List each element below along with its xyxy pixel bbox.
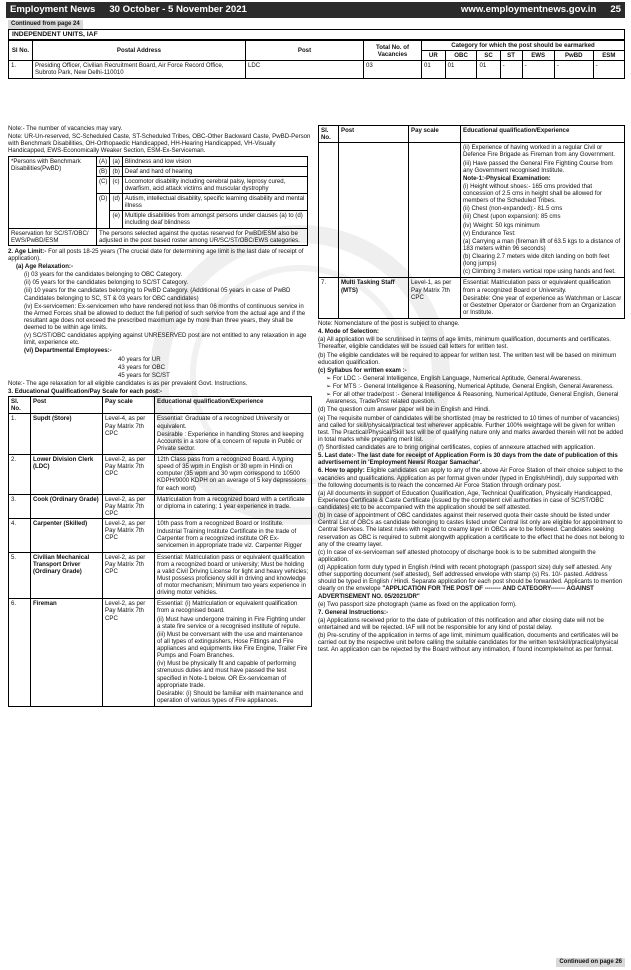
age-note: Note:- The age relaxation for all eligible candidates is as per prevalent Govt. Instructions. <box>8 379 248 387</box>
table-row: 2. Lower Division Clerk (LDC) Level-2, as per Pay Matrix 7th CPC 12th Class pass from a recognized Board. A typing speed of 35 wpm in English or 30 wpm in Hindi on computer (35 wpm and 30 wpm correspond to 10500 KDPH/9000 KDPH on an average of 5 key depressions for each word) <box>9 455 312 495</box>
left-column <box>8 125 312 707</box>
list-item: ➢ For LDC :- General Intelligence, English Language, Numerical Aptitude, General Awareness. <box>326 374 583 382</box>
table-row: 1. Supdt (Store) Level-4, as per Pay Matrix 7th CPC Essential: Graduate of a recognized University or equivalent. Desirable : Experience in handling Stores and keeping Accounts in a store of a concern of repute in Public or Private sector. <box>9 414 312 455</box>
table-row: 1. Presiding Officer, Civilian Recruitment Board, Air Force Record Office, Subroto Park, New Delhi-110010 LDC 03 01 01 01 - - - - <box>9 61 625 78</box>
page-header <box>6 2 625 18</box>
note-abbrev: Note: UR-Un-reserved, SC-Scheduled Caste, ST-Scheduled Tribes, OBC-Other Backward Caste, PwBD-Person with Benchmark Disabilities, OH-Orthopaedic Handicapped, HH-Hearing Handicapped, VH-Visually Handicapped, EWS-Economically Weaker Section, ESM-Ex-Serviceman. <box>8 133 311 155</box>
list-item: ➢ For MTS :- General Intelligence & Reasoning, Numerical Aptitude, General English, General Awareness. <box>326 383 614 390</box>
col-category: Category for which the post should be earmarked <box>422 41 625 51</box>
table-row: 4. Carpenter (Skilled) Level-2, as per Pay Matrix 7th CPC 10th pass from a recognized Board or Institute. Industrial Training Institute Certificate in the trade of Carpenter from a recognized institute OR Ex-servicemen in appropriate trade viz. Carpenter Rigger <box>9 519 312 553</box>
list-item: (iii) 10 years for the candidates belonging to PwBD Category. (Additional 05 years in case of PwBD Candidates belonging to SC, ST & 03 years for OBC candidates) <box>24 287 291 302</box>
col-post: Post <box>246 41 364 61</box>
note-vacancy: Note:- The number of vacancies may vary. <box>8 125 123 132</box>
qualification-table: Sl. No. Post Pay scale Educational qualification/Experience 1. Supdt (Store) Level-4, as per Pay Matrix 7th CPC Essential: Graduate of a recognized University or equivalent. Desirable : Experience in handling Stores and keeping Accounts in a store of a concern of repute in Public or Private sector. 2. Lower Division Clerk (LDC) Level-2, as per Pay Matrix 7th CPC 12th Class pass from a recognized Board. A typing speed of 35 wpm in English or 30 wpm in Hindi on computer (35 wpm and 30 wpm correspond to 10500 KDPH/9000 KDPH on an average of 5 key depressions for each word) 3. Cook (Ordinary Grade) Level-2, as per Pay Matrix 7th CPC Matriculation from a recognized board with a certificate or diploma in catering; 1 year experience in trade. 4. Carpenter (Skilled) Level-2, as per Pay Matrix 7th CPC 10th pass from a recognized Board or Institute. Industrial Training Institute Certificate in the trade of Carpenter from a recognized institute OR Ex-servicemen in appropriate trade viz. Carpenter Rigger 5. Civilian Mechanical Transport Driver (Ordinary Grade) Level-2, as per Pay Matrix 7th CPC Essential: Matriculation pass or equivalent qualification from a recognized board or university; Must be holding a valid Civil Driving License for light and heavy vehicles; Must possess proficiency skill in driving and knowledge of motor mechanism; Minimum two years experience in driving motor vehicles. 6. Fireman Level-2, as per Pay Matrix 7th CPC Essential: (i) Matriculation or equivalent qualification from a recognised board. (ii) Must have undergone training in Fire Fighting under a state fire service or a recognised institute of repute. (iii) Must be conversant with the use and maintenance of all types of extinguishers, Hose Fittings and Fire appliances and equipments like Fire Engine, Trailer Fire Pumps and Foam Branches. (iv) Must be physically fit and capable of performing strenuous duties and must have passed the test specified in Note-1 below. OR Ex-serviceman of appropriate trade. Desirable: (i) Should be familiar with maintenance and operation of various types of Fire appliances. <box>8 396 312 707</box>
website-url[interactable]: www.employmentnews.gov.in <box>460 4 597 16</box>
selection-title: 4. Mode of Selection: <box>318 328 379 336</box>
continued-on-label: Continued on page 26 <box>556 958 625 967</box>
qual-title: 3. Educational Qualification/Pay Scale for each post:- <box>8 388 163 395</box>
col-total: Total No. of Vacancies <box>364 41 422 61</box>
qualification-table-cont: Sl. No. Post Pay scale Educational qualification/Experience (ii) Experience of having worked in a regular Civil or Defence Fire Brigade as Fireman from any Government. (iii) Have passed the General Fire Fighting Course from any Government recognised Institute. Note-1:-Physical Examination: (i) Height without shoes:- 165 cms provided that concession of 2.5 cms in height shall be allowed for members of the Scheduled Tribes. (ii) Chest (non-expanded):- 81.5 cms (iii) Chest (upon expansion): 85 cms (iv) Weight: 50 kgs minimum (v) Endurance Test: (a) Carrying a man (fireman lift of 63.5 kgs to a distance of 183 meters within 96 seconds) (b) Clearing 2.7 meters wide ditch landing on both feet (long jumps) (c) Climbing 3 meters vertical rope using hands and feet. 7. Multi Tasking Staff (MTS) Level-1, as per Pay Matrix 7th CPC Essential: Matriculation pass or equivalent qualification from a recognized Board or University. Desirable: One year of experience as Watchman or Lascar or Gestetner Operator or Gardener from an Organization or Institute. <box>318 125 625 319</box>
right-column: Sl. No. Post Pay scale Educational qualification/Experience (ii) Experience of having worked in a regular Civil or Defence Fire Brigade as Fireman from any Government. (iii) Have passed the General Fire Fighting Course from any Government recognised Institute. Note-1:-Physical Examination: (i) Height without shoes:- 165 cms provided that concession of 2.5 cms in height shall be allowed for members of the Scheduled Tribes. (ii) Chest (non-expanded):- 81.5 cms (iii) Chest (upon expansion): 85 cms (iv) Weight: 50 kgs minimum (v) Endurance Test: (a) Carrying a man (fireman lift of 63.5 kgs to a distance of 183 meters within 96 seconds) (b) Clearing 2.7 meters wide ditch landing on both feet (long jumps) (c) Climbing 3 meters vertical rope using hands and feet. 7. Multi Tasking Staff (MTS) Level-1, as per Pay Matrix 7th CPC Essential: Matriculation pass or equivalent qualification from a recognized Board or University. Desirable: One year of experience as Watchman or Lascar or Gestetner Operator or Gardener from an Organization or Institute. Note: Nomenclature of the post is subject to change. 4. Mode of Selection: (a) All application will be scrutinised in terms of age limits, minimum qualification, documents and certificates. Thereafter, eligible candidates will be issued call letters for written test. (b) The eligible candidates will be required to appear for written test. The written test will be based on minimum education qualification. (c) Syllabus for written exam :- ➢ For LDC :- General Intelligence, English Language, Numerical Aptitude, General Awareness. ➢ For MTS :- General Intelligence & Reasoning, Numerical Aptitude, General English, General Awareness. ➢ For all other trade/post :- General Intelligence & Reasoning, Numerical Aptitude, General English, General Awareness, Trade/Post related question. (d) The question cum answer paper will be in English and Hindi. (e) The requisite number of candidates will be shortlisted (may be restricted to 10 times of number of vacancies) and called for skill/physical/practical test wherever applicable. Further 100% weightage will be given for written test. The Practical/Physical/Skill test will be of qualifying nature only and marks awarded therein will not be added in total marks while preparing merit list. (f) Shortlisted candidates are to bring original certificates, copies of annexure attached with application. 5. Last date:- The last date for receipt of Application Form is 30 days from the date of publication of this advertisement in 'Employment News/ Rozgar Samachar'. 6. How to apply: Eligible candidates can apply to any of the above Air Force Station of their choice subject to the vacancies and qualifications. Application as per format given under (typed in English/Hindi), duly supported with the following documents is to reach the concerned Air Force Station through ordinary post. (a) All documents in support of Education Qualification, Age, Technical Qualification, Physically Handicapped, Experience Certificate & Caste Certificate (issued by the competent civil authorities in case of SC/ST/OBC candidates) etc to be accompanied with the application should be self attested. (b) In case of appointment of OBC candidates against their reserved quota their caste should be listed under Central List of OBCs as candidate belonging to castes listed under Central list only are eligible for appointment to Central Services. The latest rules with regard to creamy layer in OBCs are to be followed. Candidates seeking reservation as OBC is required to submit alongwith application a certificate to the effect that he does not belong to any of the creamy layer. (c) In case of ex-serviceman self attested photocopy of discharge book is to be submitted alongwith the application. (d) Application form duly typed in English /Hindi with recent photograph (passport size) duly self attested. Any other supporting document (self attested), Self addressed envelope with stamp (s) Rs. 10/- pasted. Address should be typed in English / Hindi. Separate application for each post should be forwarded. Applicants to mention clearly on the envelope "APPLICATION FOR THE POST OF -------- AND CATEGORY------- AGAINST ADVERTISEMENT NO. 05/2021/DR" (e) Two passport size photograph (same as fixed on the application form). 7. General Instructions:- (a) Applications received prior to the date of publication of this notification and after closing date will not be entertained and will be rejected. IAF will not be responsible for any kind of postal delay. (b) Pre-scrutiny of the application in terms of age limit, minimum qualification, documents and certificates will be carried out by the respective unit before calling the suitable candidates for the written test/skill/practical/physical test. An application can be rejected by the Board without any intimation, if found incomplete/not as per format. <box>318 127 625 654</box>
table-row: 7. Multi Tasking Staff (MTS) Level-1, as per Pay Matrix 7th CPC Essential: Matriculation pass or equivalent qualification from a recognized Board or University. Desirable: One year of experience as Watchman or Lascar or Gestetner Operator or Gardener from an Organization or Institute. <box>319 278 625 319</box>
cat-pwbd: PwBD <box>554 51 593 61</box>
continued-from-label: Continued from page 24 <box>8 20 83 29</box>
arrow-bullet-icon: ➢ <box>326 391 333 399</box>
table-row: 6. Fireman Level-2, as per Pay Matrix 7th CPC Essential: (i) Matriculation or equivalent qualification from a recognised board. (ii) Must have undergone training in Fire Fighting under a state fire service or a recognised institute of repute. (iii) Must be conversant with the use and maintenance of all types of extinguishers, Hose Fittings and Fire appliances and equipments like Fire Engine, Trailer Fire Pumps and Foam Branches. (iv) Must be physically fit and capable of performing strenuous duties and must have passed the test specified in Note-1 below. OR Ex-serviceman of appropriate trade. Desirable: (i) Should be familiar with maintenance and operation of various types of Fire appliances. <box>9 599 312 707</box>
last-date: 5. Last date:- The last date for receipt of Application Form is 30 days from the date of publication of this advertisement in 'Employment News/ Rozgar Samachar'. <box>318 452 618 467</box>
cat-ur: UR <box>422 51 446 61</box>
table-row: 5. Civilian Mechanical Transport Driver (Ordinary Grade) Level-2, as per Pay Matrix 7th CPC Essential: Matriculation pass or equivalent qualification from a recognized board or university; Must be holding a valid Civil Driving License for light and heavy vehicles; Must possess proficiency skill in driving and knowledge of motor mechanism; Minimum two years experience in driving motor vehicles. <box>9 552 312 599</box>
dept-age: 43 years for OBC <box>118 363 166 371</box>
table-row: (ii) Experience of having worked in a regular Civil or Defence Fire Brigade as Fireman from any Government. (iii) Have passed the General Fire Fighting Course from any Government recognised Institute. Note-1:-Physical Examination: (i) Height without shoes:- 165 cms provided that concession of 2.5 cms in height shall be allowed for members of the Scheduled Tribes. (ii) Chest (non-expanded):- 81.5 cms (iii) Chest (upon expansion): 85 cms (iv) Weight: 50 kgs minimum (v) Endurance Test: (a) Carrying a man (fireman lift of 63.5 kgs to a distance of 183 meters within 96 seconds) (b) Clearing 2.7 meters wide ditch landing on both feet (long jumps) (c) Climbing 3 meters vertical rope using hands and feet. <box>319 143 625 278</box>
list-item: (v) SC/ST/OBC candidates applying against UNRESERVED post are not entitled to any relaxation in age limit, experience etc. <box>24 332 307 347</box>
cat-obc: OBC <box>445 51 477 61</box>
list-item: ➢ For all other trade/post :- General Intelligence & Reasoning, Numerical Aptitude, General English, General Awareness, Trade/Post related question. <box>326 391 619 406</box>
dept-age: 45 years for SC/ST <box>118 371 170 379</box>
nomenclature-note: Note: Nomenclature of the post is subject to change. <box>318 320 460 327</box>
cat-sc: SC <box>477 51 500 61</box>
unit-title: INDEPENDENT UNITS, IAF <box>8 29 625 40</box>
how-to-apply: 6. How to apply: Eligible candidates can apply to any of the above Air Force Station of their choice subject to the vacancies and qualifications. Application as per format given under (typed in English/Hindi), duly supported with the following documents is to reach the concerned Air Force Station through ordinary post. <box>318 467 623 489</box>
arrow-bullet-icon: ➢ <box>326 374 333 382</box>
list-item: (i) 03 years for the candidates belonging to OBC Category. <box>24 271 183 279</box>
cat-ews: EWS <box>522 51 554 61</box>
age-limit: 2. Age Limit:- For all posts 18-25 years (The crucial date for determining age limit is the last date of receipt of application). <box>8 247 304 262</box>
page-number: 25 <box>610 4 621 16</box>
disability-table: *Persons with Benchmark Disabilities(PwBD) (A) (a) Blindness and low vision (B) (b) Deaf and hard of hearing (C) (c) Locomotor disability including cerebral palsy, leprosy cured, dwarfism, acid attack victims and muscular dystrophy (D) (d) Autism, intellectual disability, specific learning disability and mental illness (e) Multiple disabilities from amongst persons under clauses (a) to (d) including deaf blindness Reservation for SC/ST/OBC/ EWS/PwBD/ESM The persons selected against the quotas reserved for PwBD/ESM also be adjusted in the post based roster among UR/SC/ST/OBC/EWS categories. <box>8 156 308 246</box>
list-item: (iv) Ex-servicemen: Ex-servicemen who have rendered not less than 06 months of continuous service in the Armed Forces shall be allowed to deduct the full period of such service from the actual age and if the resultant age does not exceed the prescribed maximum age by more than three years, they shall be deemed to be within age limits. <box>24 302 306 331</box>
col-address: Postal Address <box>33 41 246 61</box>
list-item: (ii) 05 years for the candidates belonging to SC/ST Category. <box>24 279 189 287</box>
age-relax-title: (a) Age Relaxation:- <box>16 263 73 270</box>
cat-st: ST <box>500 51 522 61</box>
table-row: 3. Cook (Ordinary Grade) Level-2, as per Pay Matrix 7th CPC Matriculation from a recognized board with a certificate or diploma in catering; 1 year experience in trade. <box>9 494 312 518</box>
issue-dates: 30 October - 5 November 2021 <box>109 4 247 16</box>
col-sl: Sl No. <box>9 41 33 61</box>
dept-age: 40 years for UR <box>118 355 161 363</box>
list-item: (vi) Departmental Employees:- <box>24 347 112 355</box>
publication-title: Employment News <box>10 4 96 16</box>
cat-esm: ESM <box>593 51 624 61</box>
vacancy-table <box>8 40 625 79</box>
arrow-bullet-icon: ➢ <box>326 383 333 390</box>
